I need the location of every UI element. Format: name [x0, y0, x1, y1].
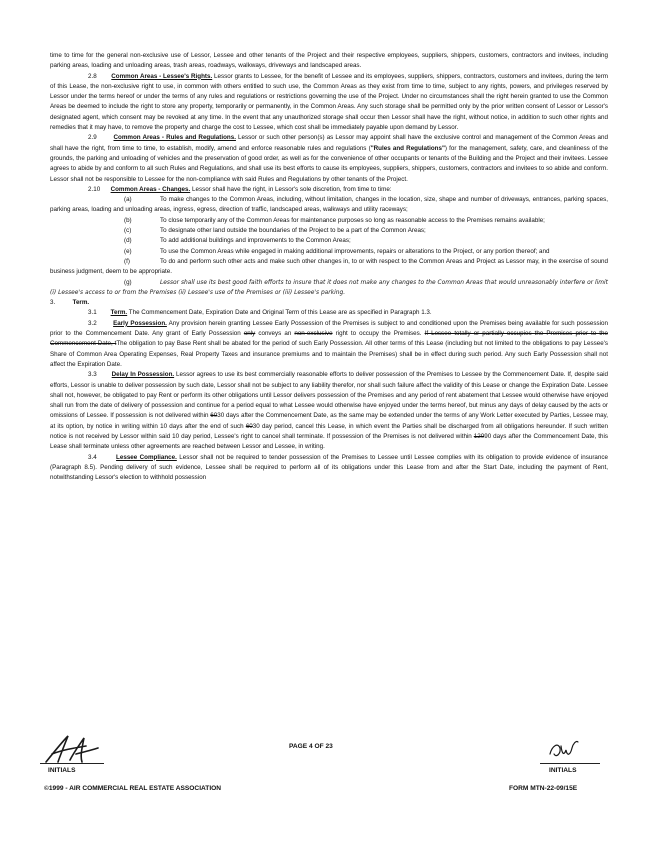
subitem — [50, 195, 608, 216]
section-title: Common Areas - Lessee's Rights. — [111, 72, 213, 80]
section-number: 3.1 — [88, 309, 97, 317]
section-title: Common Areas - Changes. — [110, 185, 191, 193]
section-text: Lessor grants to Lessee, for the benefit of Lessee and its employees, suppliers, shippers, contractors, customers and invitees, during the term of this Lease, the non-exclusive right to use, in common with others entitled to such use, the Common Areas as they exist from time to time, subject to any rights, powers, and privileges reserved by Lessor under the terms hereof or under the terms of any rules and regulations or restrictions governing the use of the Project. Under no circumstances shall the right herein granted to use the Common Areas be deemed to include the right to store any property, temporarily or permanently, in the Common Areas. Any such storage shall be permitted only by the prior written consent of Lessor or Lessor's designated agent, which consent may be revoked at any time. In the event that any unauthorized storage shall occur then Lessor shall have the right, without notice, in addition to such other rights and remedies that it may have, to remove the property and charge the cost to Lessee, which cost shall be immediately payable upon demand by Lessor. — [50, 72, 608, 132]
struck-text: If Lessee totally or partially occupies the Premises prior to the Commencement Date, t — [50, 330, 608, 348]
initials-label-left: INITIALS — [48, 767, 76, 774]
form-number: FORM MTN-22-09/15E — [509, 785, 578, 792]
section-title: Term. — [72, 299, 90, 307]
subitem-text: Lessor shall use its best good faith efforts to insure that it does not make any changes to the Common Areas that would unreasonably interfere or limit (i) Lessee's access to or from the Premises (ii) Lessee's use of the Premises or (iii) Lessee's parking. — [50, 279, 608, 296]
inserted-number: 90 — [484, 432, 492, 440]
subitem — [50, 247, 608, 257]
subitem-label: (g) — [124, 278, 132, 286]
initials-label-right: INITIALS — [549, 767, 577, 774]
struck-text: 120 — [473, 432, 485, 440]
section-text: day period, cancel this Lease, in which event the Parties shall be discharged from all obligations hereunder. If such written notice is not received by Lessor within said 10 day period, Lessee's right to cancel shall terminate. If possession of the Premises is not delivered within — [50, 422, 608, 440]
subitem-label: (f) — [124, 257, 130, 265]
initials-line-right — [540, 763, 600, 764]
initials-signature-right — [546, 736, 590, 762]
section-text: Lessor shall have the right, in Lessor's sole discretion, from time to time: — [192, 185, 392, 193]
subitem-label: (a) — [124, 196, 132, 204]
subitem-text: To use the Common Areas while engaged in making additional improvements, repairs or alterations to the Project, or any portion thereof; and — [160, 247, 550, 255]
section-text: ) for the management, safety, care, and cleanliness of the grounds, the parking and unloading of vehicles and the preservation of good order, as well as for the convenience of other occupants or tenants of the Building and the Project and their invitees. Lessee agrees to abide by and conform to all such Rules and Regulations, and shall use its best efforts to cause its employees, suppliers, shippers, customers, contractors and invitees to so abide and conform. Lessor shall not be responsible to Lessee for the non-compliance with said Rules and Regulations by other tenants of the Project. — [50, 144, 608, 183]
subitem-text: To add additional buildings and improvements to the Common Areas; — [160, 237, 351, 245]
subitem — [50, 278, 608, 299]
section-3-3 — [50, 370, 608, 452]
section-number: 2.8 — [88, 72, 97, 80]
section-number: 3.2 — [88, 319, 97, 327]
defined-term: "Rules and Regulations" — [370, 144, 445, 152]
inserted-number: 30 — [252, 422, 260, 430]
section-3-4 — [50, 453, 608, 484]
section-title: Early Possession. — [113, 319, 167, 327]
section-text: right to occupy the Premises. — [335, 330, 422, 338]
section-text: The obligation to pay Base Rent shall be abated for the period of such Early Possession. All other terms of this Lease (including but not limited to the obligations to pay Lessee's Share of Common Area Operating Expenses, Real Property Taxes and insurance premiums and to maintain the Premises) shall be in effect during such period. Any such Early Possession shall not affect the Expiration Date. — [50, 340, 608, 368]
section-number: 2.10 — [88, 185, 101, 193]
section-text: Lessor shall not be required to tender possession of the Premises to Lessee until Lessee complies with its obligation to provide evidence of insurance (Paragraph 8.5). Pending delivery of such evidence, Lessee shall be required to perform all of its obligations under this Lease from and after the Start Date, including the payment of Rent, notwithstanding Lessor's election to withhold possession — [50, 453, 608, 482]
subitem-label: (c) — [124, 227, 132, 235]
section-2-9 — [50, 133, 608, 184]
section-3-1 — [50, 308, 608, 318]
initials-line-left — [40, 763, 104, 764]
section-title: Delay In Possession. — [111, 371, 175, 379]
subitem-text: To close temporarily any of the Common Areas for maintenance purposes so long as reasonable access to the Premises remains available; — [160, 216, 545, 224]
struck-text: 60 — [245, 422, 253, 430]
section-text: days after the Commencement Date, as the same may be extended under the terms of any Work Letter executed by Parties, Lessee may, at its option, by notice in writing within 10 days after the end of such — [50, 412, 608, 430]
section-number: 3.3 — [88, 371, 97, 379]
intro-paragraph: time to time for the general non-exclusive use of Lessor, Lessee and other tenants of the Project and their respective employees, suppliers, shippers, customers, contractors and invitees, including parking areas, loading and unloading areas, trash areas, roadways, walkways, driveways and landscaped areas. — [50, 52, 608, 70]
section-text: days after the Commencement Date, this Lease shall terminate unless other agreements are reached between Lessor and Lessee, in writing. — [50, 432, 608, 451]
struck-text: only — [243, 330, 256, 338]
inserted-number: 30 — [217, 412, 225, 420]
section-text: Lessor or such other person(s) as Lessor may appoint shall have the exclusive control and management of the Common Areas and shall have the right, from time to time, to establish, modify, amend and enforce reasonable rules and regulations ( — [50, 134, 608, 152]
subitem — [50, 226, 608, 236]
subitem-text: To make changes to the Common Areas, including, without limitation, changes in the location, size, shape and number of driveways, entrances, parking spaces, parking areas, loading and unloading areas, ingress, egress, direction of traffic, landscaped areas, walkways and utility raceways; — [50, 196, 608, 214]
section-text: Lessor agrees to use its best commercially reasonable efforts to deliver possession of the Premises to Lessee by the Commencement Date. If, despite said efforts, Lessor is unable to deliver possession by such date, Lessor shall not be subject to any liability therefor, nor shall such failure affect the validity of this Lease or change the Expiration Date. Lessee shall not, however, be obligated to pay Rent or perform its other obligations until Lessor delivers possession of the Premises and any period of rent abatement that Lessee would otherwise have enjoyed shall run from the date of delivery of possession and continue for a period equal to what Lessee would otherwise have enjoyed under the terms hereof, but minus any days of delay caused by the acts or omissions of Lessee. If possession is not delivered within — [50, 371, 608, 420]
subitem-text: To do and perform such other acts and make such other changes in, to or with respect to the Common Areas and Project as Lessor may, in the exercise of sound business judgment, deem to be appropriate. — [50, 257, 608, 276]
subitem-label: (b) — [124, 216, 132, 224]
page-number: PAGE 4 OF 23 — [289, 743, 333, 750]
section-2-8 — [50, 72, 608, 134]
section-title: Common Areas - Rules and Regulations. — [113, 134, 236, 142]
struck-text: 60 — [210, 412, 218, 420]
subitem-label: (e) — [124, 247, 132, 255]
subitem — [50, 236, 608, 246]
section-title: Lessee Compliance. — [116, 453, 177, 461]
lease-body — [50, 51, 608, 483]
section-3-2 — [50, 319, 608, 370]
section-number: 2.9 — [88, 134, 97, 142]
section-2-10-items — [50, 195, 608, 298]
section-text: The Commencement Date, Expiration Date and Original Term of this Lease are as specified in Paragraph 1.3. — [128, 309, 432, 317]
subitem-label: (d) — [124, 237, 132, 245]
section-3 — [50, 298, 608, 308]
section-number: 3.4 — [88, 453, 97, 461]
subitem-text: To designate other land outside the boundaries of the Project to be a part of the Common Areas; — [160, 227, 426, 235]
section-2-10 — [50, 185, 608, 195]
copyright: ©1999 - AIR COMMERCIAL REAL ESTATE ASSOCIATION — [44, 785, 222, 792]
section-number: 3. — [50, 299, 56, 307]
section-text: Any provision herein granting Lessee Early Possession of the Premises is subject to and conditioned upon the Premises being available for such possession prior to the Commencement Date. Any grant of Early Possession — [50, 319, 608, 338]
struck-text: non-exclusive — [294, 330, 333, 338]
subitem — [50, 216, 608, 226]
section-text: conveys an — [258, 330, 292, 338]
subitem — [50, 257, 608, 278]
section-title: Term. — [110, 309, 128, 317]
